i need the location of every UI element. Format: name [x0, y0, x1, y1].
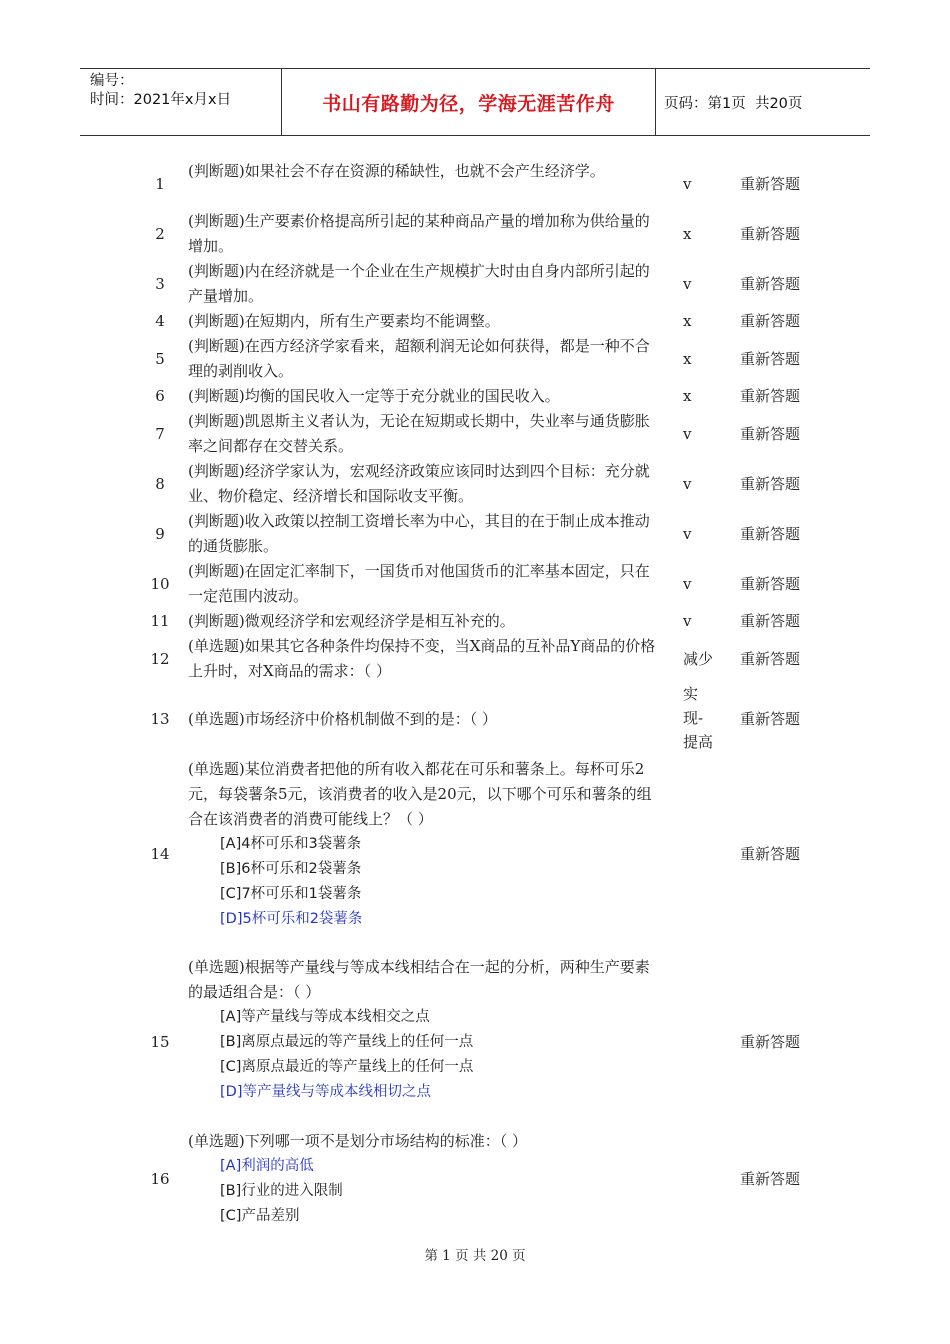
- question-row-2: [0, 209, 950, 259]
- header-page-label: 页码：第1页 共20页: [664, 95, 803, 112]
- question-row-14: [0, 757, 950, 952]
- answer-value: v: [683, 424, 692, 443]
- question-text: (判断题)凯恩斯主义者认为，无论在短期或长期中，失业率与通货膨胀率之间都存在交替关系。: [188, 412, 650, 455]
- answer-value: v: [683, 274, 692, 293]
- question-row-4: [0, 309, 950, 334]
- retry-answer-button[interactable]: 重新答题: [740, 312, 801, 330]
- header-info-cell: [80, 69, 282, 135]
- question-text: (判断题)经济学家认为，宏观经济政策应该同时达到四个目标：充分就业、物价稳定、经济增长和国际收支平衡。: [188, 462, 650, 505]
- retry-answer-button[interactable]: 重新答题: [740, 574, 801, 593]
- question-number: 9: [155, 524, 165, 543]
- option-b[interactable]: [B]离原点最远的等产量线上的任何一点: [220, 1034, 474, 1050]
- retry-answer-button[interactable]: 重新答题: [740, 387, 801, 405]
- option-a[interactable]: [A]4杯可乐和3袋薯条: [220, 836, 362, 852]
- answer-value: v: [683, 574, 692, 593]
- answer-value: x: [683, 349, 692, 368]
- question-block: [188, 955, 664, 1105]
- question-row-10: [0, 559, 950, 609]
- question-row-1: [0, 159, 950, 209]
- answer-value: v: [683, 474, 692, 493]
- question-row-5: [0, 334, 950, 384]
- question-number: 10: [150, 574, 170, 593]
- question-number: 5: [155, 349, 165, 368]
- option-d-correct[interactable]: [D]5杯可乐和2袋薯条: [220, 911, 363, 927]
- question-number: 12: [150, 649, 170, 668]
- answer-value: v: [683, 524, 692, 543]
- question-row-3: [0, 259, 950, 309]
- time-label: 时间：2021年x月x日: [90, 92, 232, 108]
- question-number: 13: [150, 709, 170, 728]
- question-number: 3: [155, 274, 165, 293]
- retry-answer-button[interactable]: 重新答题: [740, 224, 801, 243]
- retry-answer-button[interactable]: 重新答题: [740, 709, 801, 728]
- answer-value: x: [683, 224, 692, 243]
- answer-value: 减少: [683, 649, 714, 668]
- option-c[interactable]: [C]离原点最近的等产量线上的任何一点: [220, 1059, 474, 1075]
- question-block: [188, 1129, 664, 1229]
- question-text: (判断题)内在经济就是一个企业在生产规模扩大时由自身内部所引起的产量增加。: [188, 262, 650, 305]
- header-page-cell: [656, 69, 870, 135]
- retry-answer-button[interactable]: 重新答题: [740, 1169, 801, 1188]
- answer-value: x: [683, 312, 692, 330]
- question-text: (单选题)如果其它各种条件均保持不变，当X商品的互补品Y商品的价格上升时，对X商品的需求：（ ）: [188, 637, 656, 680]
- question-row-12: [0, 634, 950, 684]
- question-row-15: [0, 955, 950, 1130]
- question-text: (判断题)如果社会不存在资源的稀缺性，也就不会产生经济学。: [188, 162, 605, 180]
- question-text: (判断题)在西方经济学家看来，超额利润无论如何获得，都是一种不合理的剥削收入。: [188, 337, 650, 380]
- retry-answer-button[interactable]: 重新答题: [740, 424, 801, 443]
- question-number: 15: [150, 1033, 170, 1051]
- question-row-6: [0, 384, 950, 409]
- retry-answer-button[interactable]: 重新答题: [740, 274, 801, 293]
- question-text: (单选题)根据等产量线与等成本线相结合在一起的分析，两种生产要素的最适组合是：（ ）: [188, 958, 650, 1001]
- question-number: 2: [155, 224, 165, 243]
- question-number: 4: [155, 312, 165, 330]
- question-text: (单选题)下列哪一项不是划分市场结构的标准：（ ）: [188, 1132, 527, 1150]
- question-row-8: [0, 459, 950, 509]
- question-text: (判断题)微观经济学和宏观经济学是相互补充的。: [188, 612, 515, 630]
- question-number: 16: [150, 1169, 170, 1188]
- page-footer: [0, 1244, 950, 1264]
- retry-answer-button[interactable]: 重新答题: [740, 349, 801, 368]
- footer-page-number: 第 1 页 共 20 页: [424, 1248, 526, 1264]
- question-text: (判断题)收入政策以控制工资增长率为中心，其目的在于制止成本推动的通货膨胀。: [188, 512, 650, 555]
- question-row-11: [0, 609, 950, 634]
- answer-value: [683, 757, 727, 952]
- option-b[interactable]: [B]6杯可乐和2袋薯条: [220, 861, 362, 877]
- question-text: (判断题)生产要素价格提高所引起的某种商品产量的增加称为供给量的增加。: [188, 212, 650, 255]
- retry-answer-button[interactable]: 重新答题: [740, 612, 801, 630]
- question-block: [188, 757, 664, 932]
- page-header: [80, 68, 870, 136]
- option-a[interactable]: [A]等产量线与等成本线相交之点: [220, 1009, 430, 1025]
- answer-value: [683, 1129, 727, 1229]
- answer-value: v: [683, 174, 692, 193]
- option-b[interactable]: [B]行业的进入限制: [220, 1183, 343, 1199]
- question-row-16: [0, 1129, 950, 1229]
- question-text: (单选题)某位消费者把他的所有收入都花在可乐和薯条上。每杯可乐2元，每袋薯条5元，该消费者的收入是20元，以下哪个可乐和薯条的组合在该消费者的消费可能线上？（ ）: [188, 760, 652, 828]
- answer-value: x: [683, 387, 692, 405]
- option-c[interactable]: [C]产品差别: [220, 1208, 300, 1224]
- question-text: (判断题)均衡的国民收入一定等于充分就业的国民收入。: [188, 387, 560, 405]
- answer-value: [683, 955, 727, 1130]
- answer-value: v: [683, 612, 692, 630]
- header-motto: 书山有路勤为径，学海无涯苦作舟: [282, 69, 656, 135]
- retry-answer-button[interactable]: 重新答题: [740, 524, 801, 543]
- retry-answer-button[interactable]: 重新答题: [740, 1033, 801, 1051]
- question-number: 6: [155, 387, 165, 405]
- retry-answer-button[interactable]: 重新答题: [740, 474, 801, 493]
- answer-value: 实现-提高: [683, 685, 714, 751]
- question-number: 8: [155, 474, 165, 493]
- question-number: 1: [155, 174, 165, 193]
- question-number: 14: [150, 845, 170, 863]
- question-row-9: [0, 509, 950, 559]
- option-d-correct[interactable]: [D]等产量线与等成本线相切之点: [220, 1084, 431, 1100]
- retry-answer-button[interactable]: 重新答题: [740, 845, 801, 863]
- question-row-7: [0, 409, 950, 459]
- option-c[interactable]: [C]7杯可乐和1袋薯条: [220, 886, 362, 902]
- question-number: 11: [150, 612, 170, 630]
- question-row-13: [0, 684, 950, 754]
- question-text: (判断题)在固定汇率制下，一国货币对他国货币的汇率基本固定，只在一定范围内波动。: [188, 562, 650, 605]
- option-a-correct[interactable]: [A]利润的高低: [220, 1158, 314, 1174]
- question-number: 7: [155, 424, 165, 443]
- question-text: (单选题)市场经济中价格机制做不到的是：（ ）: [188, 709, 497, 728]
- retry-answer-button[interactable]: 重新答题: [740, 174, 801, 193]
- question-text: (判断题)在短期内，所有生产要素均不能调整。: [188, 312, 500, 330]
- retry-answer-button[interactable]: 重新答题: [740, 649, 801, 668]
- serial-number-label: 编号：: [90, 73, 134, 89]
